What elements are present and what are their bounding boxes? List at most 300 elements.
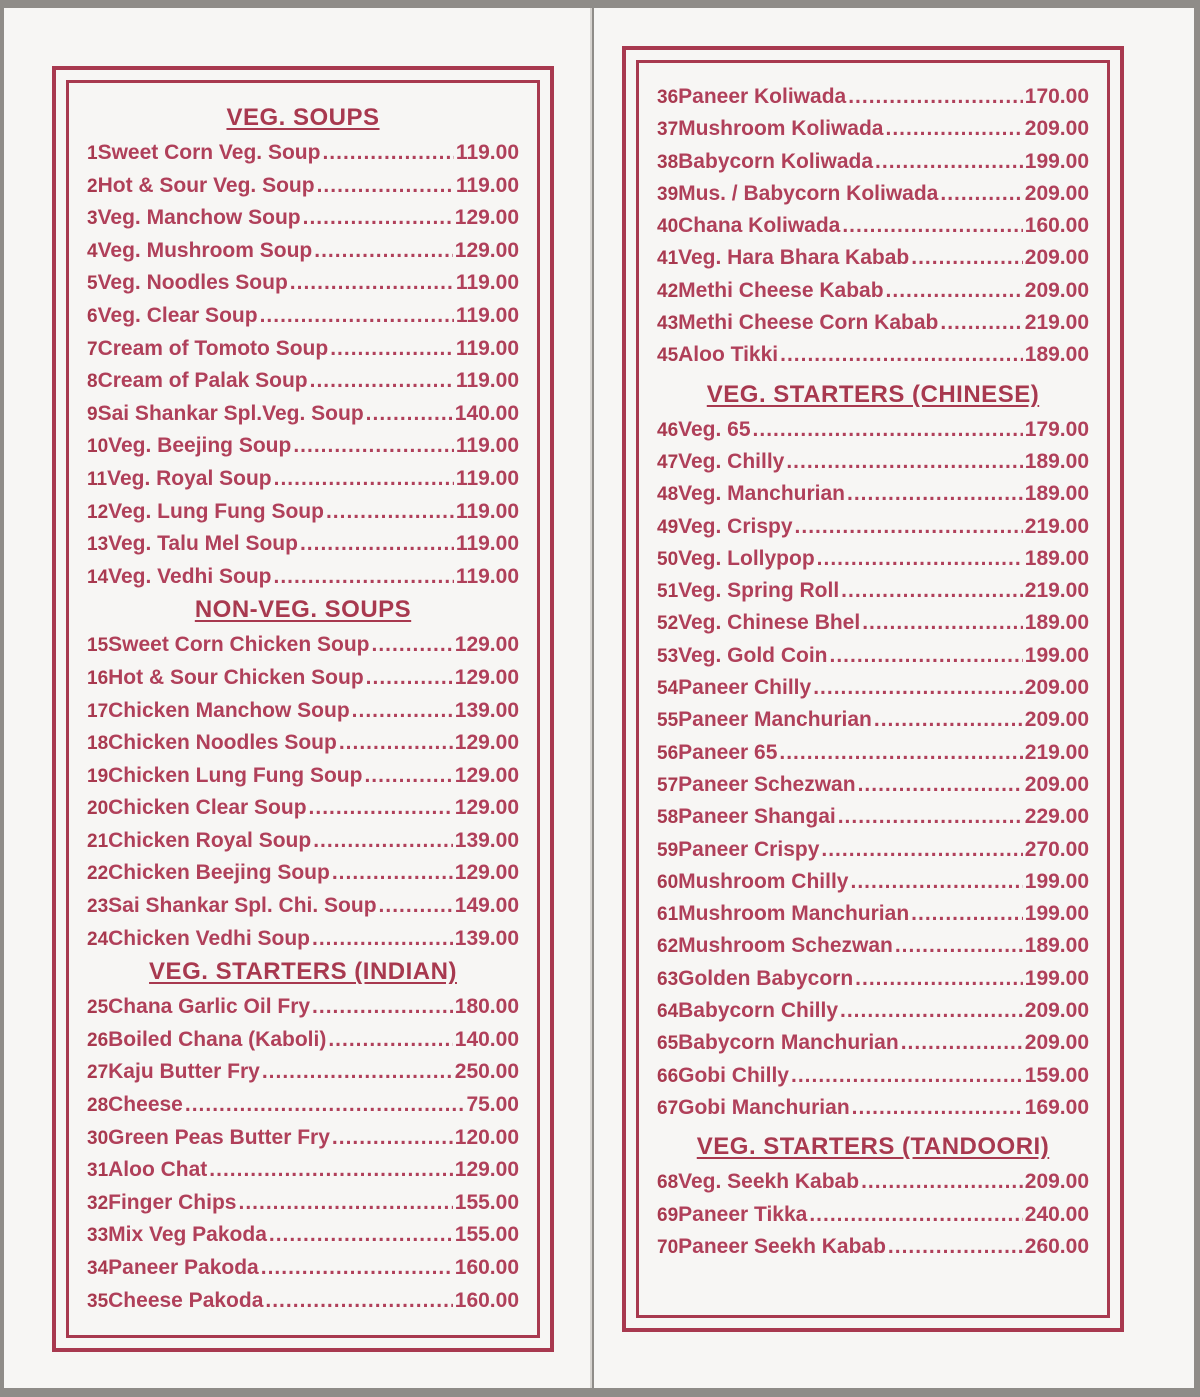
- item-name: Chicken Royal Soup: [108, 828, 312, 852]
- menu-item: [657, 210, 1089, 242]
- item-number: 53: [657, 645, 679, 667]
- item-price: 155.00: [454, 1190, 519, 1214]
- menu-item: [657, 640, 1089, 672]
- item-name: Paneer Schezwan: [678, 772, 856, 796]
- item-price: 199.00: [1024, 869, 1089, 893]
- item-number: 56: [657, 742, 679, 764]
- item-number: 15: [87, 635, 109, 657]
- item-price: 119.00: [455, 466, 519, 490]
- item-price: 129.00: [454, 633, 519, 657]
- section-heading: NON-VEG. SOUPS: [194, 596, 412, 624]
- menu-item: [657, 113, 1089, 145]
- dot-leader: [850, 866, 1022, 898]
- menu-section: [657, 1132, 1089, 1263]
- dot-leader: [274, 463, 454, 496]
- item-number: 9: [87, 403, 98, 425]
- item-number: 50: [657, 548, 679, 570]
- dot-leader: [303, 202, 453, 235]
- dot-leader: [852, 1092, 1023, 1124]
- menu-item: [87, 496, 519, 529]
- item-number: 18: [87, 733, 109, 755]
- item-name: Paneer Seekh Kabab: [678, 1234, 886, 1258]
- dot-leader: [185, 1089, 465, 1122]
- dot-leader: [379, 890, 453, 923]
- item-number: 69: [657, 1204, 679, 1226]
- item-name: Methi Cheese Corn Kabab: [678, 311, 939, 335]
- dot-leader: [791, 1060, 1023, 1092]
- dot-leader: [317, 170, 454, 203]
- item-name: Paneer Chilly: [678, 676, 812, 700]
- item-number: 36: [657, 87, 679, 108]
- item-number: 19: [87, 765, 109, 787]
- item-price: 260.00: [1024, 1234, 1089, 1258]
- item-number: 46: [657, 419, 679, 441]
- menu-item: [87, 1089, 519, 1122]
- menu-item: [657, 1027, 1089, 1059]
- item-price: 189.00: [1024, 482, 1089, 506]
- item-price: 209.00: [1024, 999, 1089, 1023]
- dot-leader: [817, 543, 1023, 575]
- item-number: 28: [87, 1095, 109, 1117]
- dot-leader: [261, 1252, 453, 1285]
- item-number: 48: [657, 484, 679, 506]
- menu-border-right: [622, 46, 1124, 1332]
- item-name: Paneer Koliwada: [678, 85, 847, 108]
- item-number: 40: [657, 216, 679, 238]
- dot-leader: [366, 398, 453, 431]
- dot-leader: [328, 1024, 452, 1057]
- item-number: 68: [657, 1172, 679, 1194]
- item-number: 8: [87, 371, 98, 393]
- item-number: 14: [87, 566, 109, 588]
- item-name: Veg. Vedhi Soup: [108, 564, 272, 588]
- dot-leader: [821, 834, 1022, 866]
- menu-item: [87, 662, 519, 695]
- item-price: 140.00: [454, 1027, 519, 1051]
- item-price: 120.00: [454, 1125, 519, 1149]
- item-number: 39: [657, 183, 679, 205]
- menu-item: [657, 1166, 1089, 1198]
- item-number: 21: [87, 830, 109, 852]
- item-name: Chicken Vedhi Soup: [108, 926, 311, 950]
- dot-leader: [314, 235, 453, 268]
- item-number: 34: [87, 1258, 109, 1279]
- item-price: 139.00: [454, 698, 519, 722]
- menu-item: [87, 991, 519, 1024]
- item-name: Veg. Gold Coin: [678, 643, 828, 667]
- item-price: 119.00: [455, 564, 519, 588]
- menu-item: [657, 704, 1089, 736]
- item-name: Green Peas Butter Fry: [108, 1125, 330, 1149]
- item-price: 199.00: [1024, 643, 1089, 667]
- item-price: 250.00: [454, 1060, 519, 1084]
- item-number: 52: [657, 613, 679, 635]
- dot-leader: [339, 727, 453, 760]
- item-number: 11: [87, 468, 108, 490]
- item-number: 13: [87, 534, 109, 556]
- item-number: 42: [657, 280, 679, 302]
- item-name: Mushroom Chilly: [678, 869, 849, 893]
- dot-leader: [262, 1056, 453, 1089]
- item-price: 139.00: [454, 926, 519, 950]
- item-number: 5: [87, 273, 98, 295]
- item-price: 209.00: [1024, 708, 1089, 732]
- item-number: 54: [657, 678, 679, 700]
- menu-item: [657, 307, 1089, 339]
- item-name: Cream of Palak Soup: [97, 369, 308, 393]
- dot-leader: [293, 430, 454, 463]
- dot-leader: [840, 995, 1023, 1027]
- menu-item: [657, 866, 1089, 898]
- dot-leader: [269, 1219, 453, 1252]
- dot-leader: [352, 695, 453, 728]
- menu-item: [87, 1056, 519, 1089]
- menu-item: [657, 242, 1089, 274]
- item-price: 160.00: [454, 1288, 519, 1312]
- dot-leader: [842, 210, 1022, 242]
- menu-item: [657, 275, 1089, 307]
- item-price: 129.00: [454, 1158, 519, 1182]
- item-price: 270.00: [1024, 837, 1089, 861]
- dot-leader: [855, 963, 1023, 995]
- item-price: 209.00: [1024, 181, 1089, 205]
- dot-leader: [829, 640, 1022, 672]
- item-price: 209.00: [1024, 278, 1089, 302]
- item-price: 129.00: [454, 763, 519, 787]
- item-number: 60: [657, 871, 679, 893]
- dot-leader: [372, 629, 453, 662]
- item-price: 129.00: [454, 238, 519, 262]
- dot-leader: [886, 113, 1023, 145]
- item-number: 1: [87, 143, 98, 164]
- item-number: 35: [87, 1290, 109, 1312]
- item-number: 30: [87, 1127, 109, 1149]
- item-number: 67: [657, 1097, 679, 1119]
- dot-leader: [911, 242, 1023, 274]
- item-name: Chana Koliwada: [678, 214, 841, 238]
- item-price: 209.00: [1024, 117, 1089, 141]
- menu-item: [657, 146, 1089, 178]
- item-name: Finger Chips: [108, 1190, 237, 1214]
- item-name: Veg. Manchurian: [678, 482, 846, 506]
- menu-item: [657, 1231, 1089, 1263]
- item-price: 119.00: [455, 532, 519, 556]
- item-number: 6: [87, 305, 98, 327]
- menu-section: [87, 957, 519, 1317]
- dot-leader: [813, 672, 1023, 704]
- item-price: 119.00: [455, 499, 519, 523]
- item-number: 12: [87, 501, 109, 523]
- dot-leader: [888, 1231, 1023, 1263]
- item-name: Veg. Spring Roll: [678, 579, 840, 603]
- menu-item: [87, 235, 519, 268]
- item-price: 209.00: [1024, 676, 1089, 700]
- menu-item: [657, 834, 1089, 866]
- menu-item: [657, 898, 1089, 930]
- item-price: 179.00: [1024, 417, 1089, 441]
- item-price: 209.00: [1024, 772, 1089, 796]
- section-heading: VEG. STARTERS (INDIAN): [149, 958, 457, 986]
- item-number: 65: [657, 1033, 679, 1055]
- menu-item: [87, 760, 519, 793]
- dot-leader: [364, 760, 452, 793]
- dot-leader: [310, 365, 454, 398]
- item-number: 23: [87, 896, 109, 918]
- item-price: 119.00: [455, 369, 519, 393]
- menu-item: [657, 178, 1089, 210]
- menu-page-right: [594, 8, 1194, 1388]
- item-price: 189.00: [1024, 611, 1089, 635]
- item-number: 2: [87, 175, 98, 197]
- item-price: 149.00: [454, 894, 519, 918]
- dot-leader: [940, 307, 1022, 339]
- item-name: Paneer 65: [678, 740, 778, 764]
- item-price: 209.00: [1024, 246, 1089, 270]
- menu-item: [657, 930, 1089, 962]
- menu-item: [87, 1219, 519, 1252]
- menu-item: [657, 963, 1089, 995]
- menu-column-left: [66, 80, 540, 1338]
- dot-leader: [322, 137, 453, 170]
- item-name: Veg. Seekh Kabab: [678, 1170, 860, 1194]
- item-price: 160.00: [454, 1256, 519, 1279]
- item-name: Veg. Chilly: [678, 449, 785, 473]
- item-name: Veg. Lollypop: [678, 546, 815, 570]
- dot-leader: [795, 511, 1023, 543]
- dot-leader: [332, 857, 453, 890]
- item-number: 63: [657, 968, 679, 990]
- item-number: 41: [657, 248, 679, 270]
- item-price: 129.00: [454, 731, 519, 755]
- menu-item: [87, 170, 519, 203]
- menu-item: [87, 1122, 519, 1155]
- dot-leader: [265, 1285, 452, 1318]
- dot-leader: [862, 607, 1023, 639]
- item-price: 169.00: [1024, 1095, 1089, 1119]
- menu-item: [87, 528, 519, 561]
- item-price: 180.00: [454, 995, 519, 1019]
- section-heading: VEG. STARTERS (CHINESE): [706, 380, 1040, 408]
- item-name: Veg. Hara Bhara Kabab: [678, 246, 910, 270]
- item-name: Veg. Chinese Bhel: [678, 611, 861, 635]
- menu-item: [87, 430, 519, 463]
- menu-border-left: [52, 66, 554, 1352]
- menu-item: [657, 511, 1089, 543]
- menu-column-right: [636, 60, 1110, 1318]
- item-number: 20: [87, 798, 109, 820]
- dot-leader: [861, 1166, 1023, 1198]
- item-name: Mushroom Koliwada: [678, 117, 884, 141]
- item-name: Aloo Tikki: [678, 343, 779, 367]
- menu-item: [87, 1187, 519, 1220]
- menu-item: [657, 607, 1089, 639]
- item-price: 199.00: [1024, 902, 1089, 926]
- item-number: 37: [657, 119, 679, 141]
- dot-leader: [209, 1154, 452, 1187]
- item-number: 10: [87, 436, 109, 458]
- menu-item: [87, 792, 519, 825]
- menu-item: [87, 561, 519, 594]
- dot-leader: [858, 769, 1023, 801]
- item-name: Golden Babycorn: [678, 966, 854, 990]
- item-name: Veg. Clear Soup: [97, 303, 258, 327]
- item-price: 140.00: [454, 401, 519, 425]
- dot-leader: [779, 737, 1022, 769]
- menu-item: [657, 1199, 1089, 1231]
- section-heading: VEG. STARTERS (TANDOORI): [696, 1133, 1050, 1161]
- item-price: 189.00: [1024, 343, 1089, 367]
- item-price: 189.00: [1024, 449, 1089, 473]
- menu-item: [87, 365, 519, 398]
- item-number: 27: [87, 1062, 109, 1084]
- item-price: 119.00: [455, 303, 519, 327]
- item-number: 45: [657, 345, 679, 367]
- menu-item: [87, 267, 519, 300]
- item-name: Paneer Shangai: [678, 805, 836, 829]
- dot-leader: [901, 1027, 1023, 1059]
- dot-leader: [290, 267, 454, 300]
- item-price: 129.00: [454, 861, 519, 885]
- dot-leader: [330, 333, 454, 366]
- item-number: 57: [657, 774, 679, 796]
- item-number: 62: [657, 936, 679, 958]
- item-number: 17: [87, 700, 109, 722]
- item-name: Sai Shankar Spl.Veg. Soup: [97, 401, 364, 425]
- item-name: Cheese Pakoda: [108, 1288, 264, 1312]
- item-name: Gobi Chilly: [678, 1063, 789, 1087]
- menu-item: [657, 478, 1089, 510]
- item-name: Hot & Sour Veg. Soup: [97, 173, 315, 197]
- item-number: 51: [657, 581, 679, 603]
- item-name: Babycorn Chilly: [678, 999, 839, 1023]
- item-price: 119.00: [455, 173, 519, 197]
- dot-leader: [312, 923, 453, 956]
- dot-leader: [753, 414, 1023, 446]
- item-price: 155.00: [454, 1223, 519, 1247]
- item-name: Babycorn Koliwada: [678, 149, 874, 173]
- dot-leader: [313, 825, 453, 858]
- item-name: Paneer Tikka: [678, 1202, 808, 1226]
- dot-leader: [780, 339, 1023, 371]
- dot-leader: [809, 1199, 1022, 1231]
- menu-item: [657, 801, 1089, 833]
- item-number: 4: [87, 240, 98, 262]
- item-name: Chicken Clear Soup: [108, 796, 307, 820]
- item-name: Veg. Crispy: [678, 514, 793, 538]
- item-price: 170.00: [1024, 85, 1089, 108]
- menu-item: [87, 629, 519, 662]
- dot-leader: [300, 528, 454, 561]
- menu-item: [657, 414, 1089, 446]
- item-price: 119.00: [455, 141, 519, 164]
- menu-page-left: [4, 8, 592, 1388]
- menu-item: [657, 446, 1089, 478]
- menu-item: [87, 1252, 519, 1285]
- item-number: 70: [657, 1236, 679, 1258]
- item-name: Veg. Mushroom Soup: [97, 238, 313, 262]
- item-name: Sai Shankar Spl. Chi. Soup: [108, 894, 377, 918]
- dot-leader: [911, 898, 1023, 930]
- item-number: 59: [657, 839, 679, 861]
- menu-item: [87, 300, 519, 333]
- dot-leader: [274, 561, 454, 594]
- item-number: 25: [87, 997, 109, 1019]
- dot-leader: [260, 300, 454, 333]
- menu-item: [87, 1285, 519, 1318]
- item-name: Babycorn Manchurian: [678, 1031, 899, 1055]
- menu-item: [657, 339, 1089, 371]
- item-price: 189.00: [1024, 546, 1089, 570]
- item-name: Paneer Crispy: [678, 837, 820, 861]
- item-price: 199.00: [1024, 966, 1089, 990]
- dot-leader: [841, 575, 1023, 607]
- menu-item: [87, 333, 519, 366]
- item-name: Gobi Manchurian: [678, 1095, 850, 1119]
- dot-leader: [238, 1187, 452, 1220]
- dot-leader: [309, 792, 453, 825]
- item-price: 75.00: [466, 1093, 519, 1117]
- menu-item: [657, 543, 1089, 575]
- menu-item: [657, 81, 1089, 113]
- item-price: 160.00: [1024, 214, 1089, 238]
- menu-item: [657, 1060, 1089, 1092]
- menu-item: [657, 672, 1089, 704]
- item-name: Mix Veg Pakoda: [108, 1223, 267, 1247]
- menu-item: [657, 737, 1089, 769]
- item-number: 38: [657, 151, 679, 173]
- menu-item: [87, 202, 519, 235]
- item-name: Sweet Corn Chicken Soup: [108, 633, 370, 657]
- item-number: 58: [657, 807, 679, 829]
- menu-item: [87, 1154, 519, 1187]
- item-number: 26: [87, 1029, 109, 1051]
- item-name: Chicken Lung Fung Soup: [108, 763, 363, 787]
- item-price: 219.00: [1024, 740, 1089, 764]
- menu-item: [87, 857, 519, 890]
- item-name: Paneer Pakoda: [108, 1256, 259, 1279]
- item-price: 209.00: [1024, 1031, 1089, 1055]
- item-price: 189.00: [1024, 934, 1089, 958]
- item-name: Chana Garlic Oil Fry: [108, 995, 311, 1019]
- dot-leader: [786, 446, 1022, 478]
- item-name: Veg. Talu Mel Soup: [108, 532, 298, 556]
- item-price: 139.00: [454, 828, 519, 852]
- item-name: Kaju Butter Fry: [108, 1060, 260, 1084]
- dot-leader: [838, 801, 1023, 833]
- item-name: Veg. Beejing Soup: [108, 434, 292, 458]
- item-name: Mushroom Schezwan: [678, 934, 893, 958]
- item-number: 66: [657, 1065, 679, 1087]
- dot-leader: [895, 930, 1023, 962]
- menu-item: [87, 1024, 519, 1057]
- item-name: Mus. / Babycorn Koliwada: [678, 181, 939, 205]
- menu-item: [87, 727, 519, 760]
- item-name: Methi Cheese Kabab: [678, 278, 884, 302]
- item-name: Cream of Tomoto Soup: [97, 336, 329, 360]
- item-name: Cheese: [108, 1093, 183, 1117]
- item-price: 199.00: [1024, 149, 1089, 173]
- item-name: Veg. Noodles Soup: [97, 271, 288, 295]
- item-price: 219.00: [1024, 311, 1089, 335]
- item-price: 209.00: [1024, 1170, 1089, 1194]
- item-name: Chicken Beejing Soup: [108, 861, 330, 885]
- item-name: Mushroom Manchurian: [678, 902, 910, 926]
- menu-item: [657, 769, 1089, 801]
- item-price: 119.00: [455, 434, 519, 458]
- item-price: 129.00: [454, 206, 519, 230]
- item-number: 49: [657, 516, 679, 538]
- dot-leader: [312, 991, 453, 1024]
